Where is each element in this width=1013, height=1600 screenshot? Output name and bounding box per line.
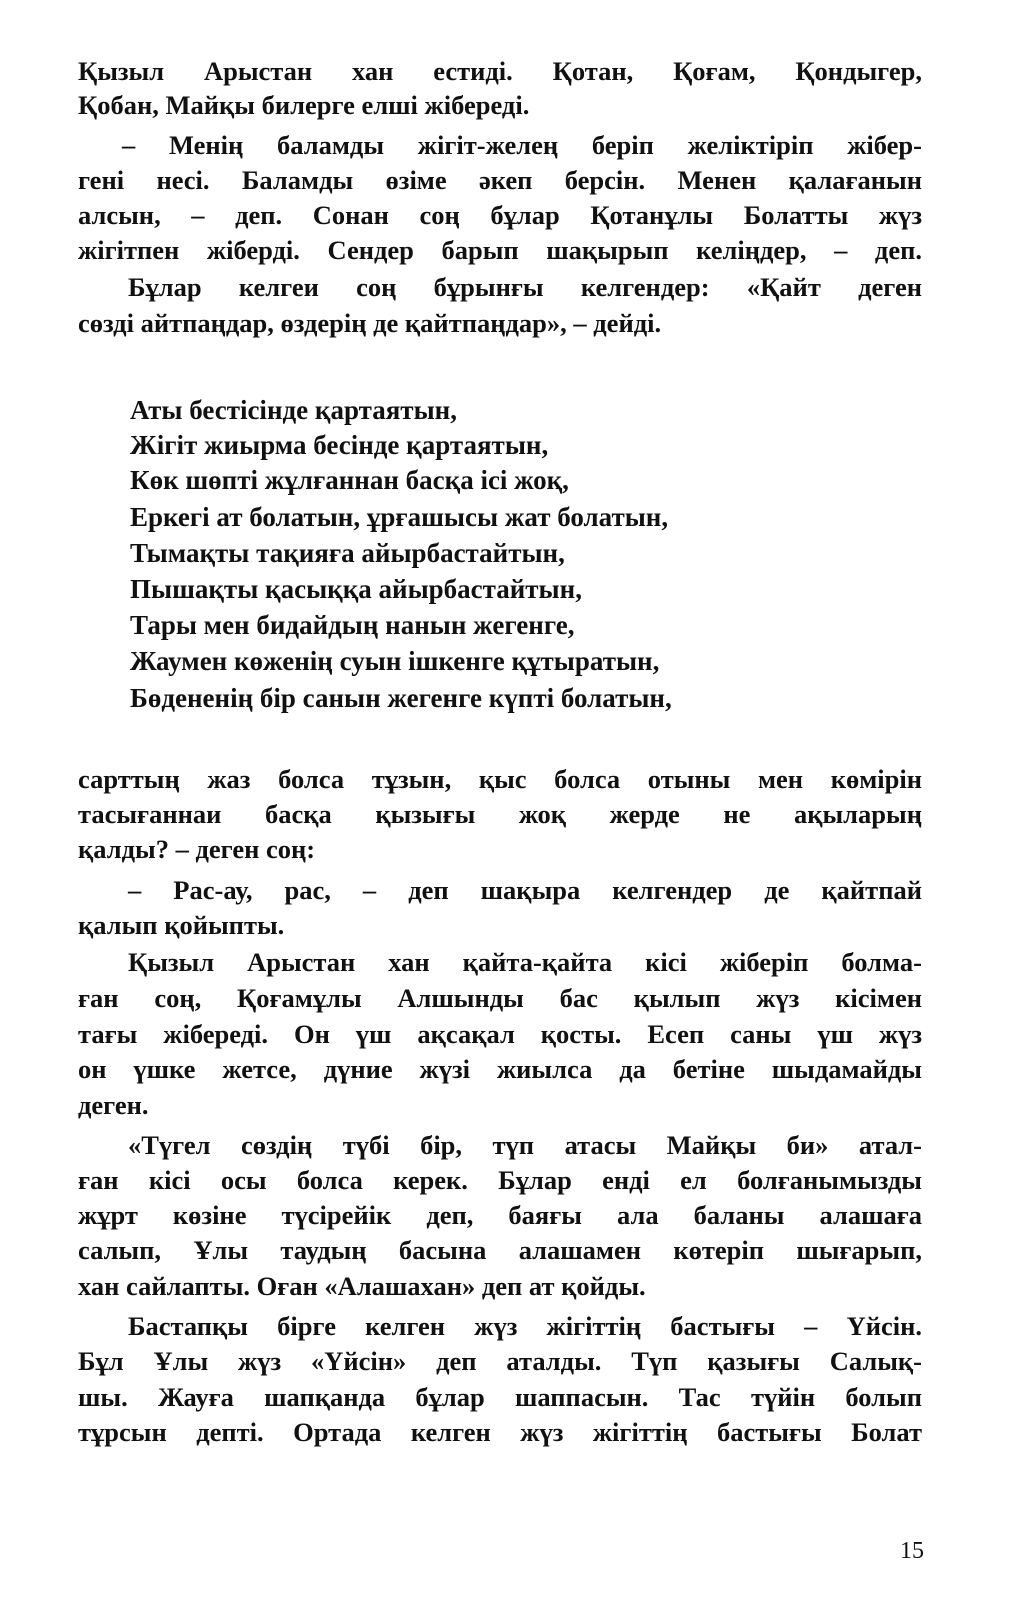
verse-line: Тымақты тақияға айырбастайтын, bbox=[130, 538, 565, 568]
verse-line: Еркегі ат болатын, ұрғашысы жат болатын, bbox=[130, 502, 669, 532]
text-line: «Түгел сөздің түбі бір, түп атасы Майқы би» атал- bbox=[128, 1130, 922, 1160]
text-line: Қызыл Арыстан хан естиді. Қотан, Қоғам, Қондыгер, bbox=[78, 56, 922, 86]
text-line: тасығаннаи басқа қызығы жоқ жерде не ақыларың bbox=[78, 799, 922, 829]
text-line: тағы жібереді. Он үш ақсақал қосты. Есеп саны үш жүз bbox=[78, 1019, 922, 1049]
verse-line: Жігіт жиырма бесінде қартаятын, bbox=[130, 430, 549, 460]
text-line: Бұлар келгеи соң бұрынғы келгендер: «Қайт деген bbox=[128, 272, 922, 302]
text-line: қалды? – деген соң: bbox=[78, 834, 316, 864]
text-line: жұрт көзіне түсірейік деп, баяғы ала баланы алашаға bbox=[78, 1200, 922, 1230]
verse-line: Жаумен көженің суын ішкенге құтыратын, bbox=[130, 646, 660, 676]
text-line: он үшке жетсе, дүние жүзі жиылса да бетіне шыдамайды bbox=[78, 1054, 922, 1084]
text-line: сөзді айтпаңдар, өздерің де қайтпаңдар», – дейді. bbox=[78, 308, 662, 338]
text-line: Қызыл Арыстан хан қайта-қайта кісі жіберіп болма- bbox=[128, 947, 922, 977]
text-line: Қобан, Майқы билерге елші жібереді. bbox=[78, 90, 530, 120]
text-line: – Рас-ау, рас, – деп шақыра келгендер де қайтпай bbox=[128, 875, 922, 905]
text-line: тұрсын депті. Ортада келген жүз жігіттің бастығы Болат bbox=[78, 1417, 922, 1447]
text-line: Бұл Ұлы жүз «Үйсін» деп аталды. Түп қазығы Салық- bbox=[78, 1346, 922, 1376]
text-line: қалып қойыпты. bbox=[78, 910, 285, 940]
text-line: сарттың жаз болса тұзын, қыс болса отыны мен көмірін bbox=[78, 764, 922, 794]
text-line: ған соң, Қоғамұлы Алшынды бас қылып жүз кісімен bbox=[78, 983, 922, 1013]
page-number: 15 bbox=[900, 1538, 924, 1564]
text-line: ған кісі осы болса керек. Бұлар енді ел болғанымызды bbox=[78, 1165, 922, 1195]
verse-line: Көк шөпті жұлғаннан басқа ісі жоқ, bbox=[130, 465, 569, 495]
text-line: салып, Ұлы таудың басына алашамен көтеріп шығарып, bbox=[78, 1235, 922, 1265]
verse-line: Бөдененің бір санын жегенге күпті болатын, bbox=[130, 683, 672, 713]
text-line: жігітпен жіберді. Сендер барып шақырып келіңдер, – деп. bbox=[78, 235, 922, 265]
text-line: шы. Жауға шапқанда бұлар шаппасын. Тас түйін болып bbox=[78, 1382, 922, 1412]
text-line: хан сайлапты. Оған «Алашахан» деп ат қойды. bbox=[78, 1271, 646, 1301]
text-line: деген. bbox=[78, 1090, 149, 1120]
verse-line: Пышақты қасыққа айырбастайтын, bbox=[130, 574, 582, 604]
text-line: алсын, – деп. Сонан соң бұлар Қотанұлы Болатты жүз bbox=[78, 200, 922, 230]
text-line: – Менің баламды жігіт-желең беріп желіктіріп жібер- bbox=[122, 130, 922, 160]
verse-line: Аты бестісінде қартаятын, bbox=[130, 395, 457, 425]
verse-line: Тары мен бидайдың нанын жегенге, bbox=[130, 610, 575, 640]
text-line: Бастапқы бірге келген жүз жігіттің бастығы – Үйсін. bbox=[128, 1311, 922, 1341]
text-line: гені несі. Баламды өзіме әкеп берсін. Менен қалағанын bbox=[78, 165, 922, 195]
